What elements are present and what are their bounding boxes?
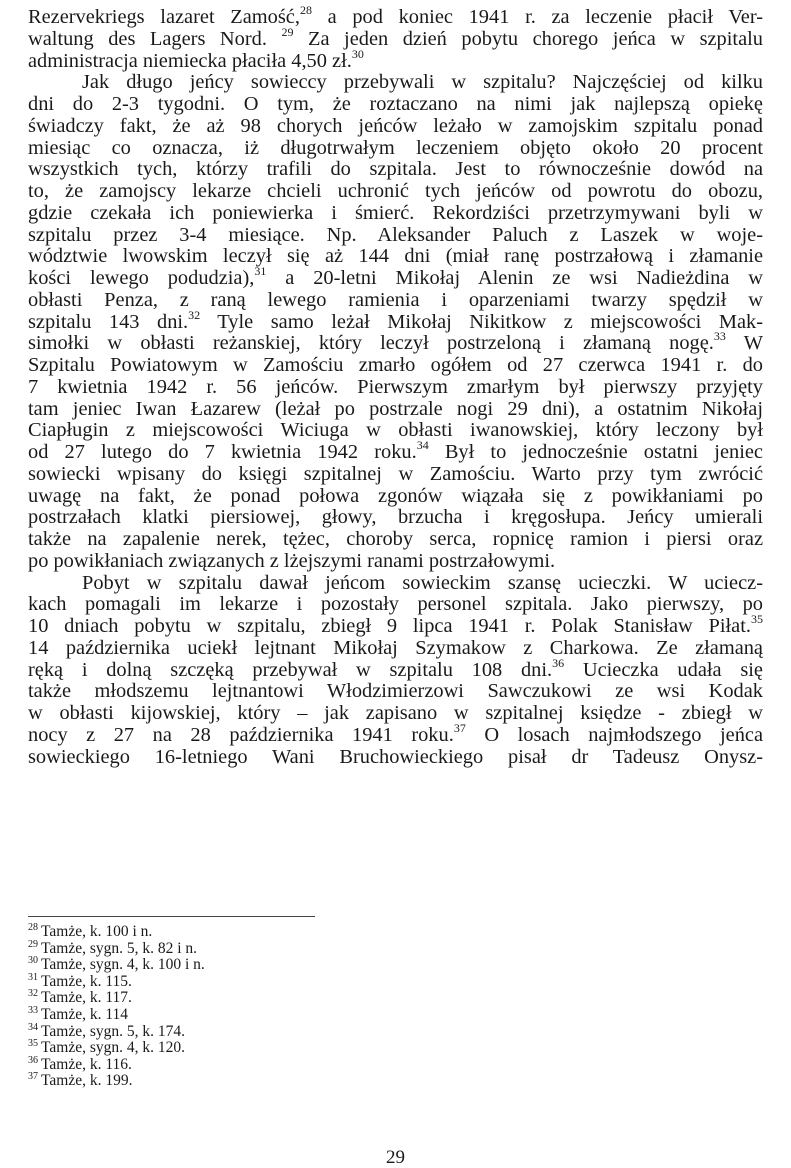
text-line xyxy=(28,289,763,311)
text-segment: kach pomagali im lekarze i pozostały personel szpitala. Jako pierwszy, po xyxy=(28,593,763,616)
text-line xyxy=(28,506,763,528)
text-segment: sowiecki wpisany do księgi szpitalnej w Zamościu. Warto przy tym zwrócić xyxy=(28,462,763,485)
text-segment: Szpitalu Powiatowym w Zamościu zmarło ogółem od 27 czerwca 1941 r. do xyxy=(28,354,763,376)
text-line xyxy=(28,3,764,28)
text-line xyxy=(28,115,763,137)
footnote xyxy=(28,938,198,957)
footnote-text: Tamże, sygn. 5, k. 82 i n. xyxy=(41,939,198,957)
footnote-number: 31 xyxy=(28,971,38,983)
text-line xyxy=(28,655,763,681)
footnote-ref[interactable]: 37 xyxy=(453,720,466,735)
footnote-number: 32 xyxy=(28,988,38,1000)
footnote-ref[interactable]: 30 xyxy=(351,46,364,61)
text-line xyxy=(28,528,763,550)
text-segment: sowieckiego 16-letniego Wani Bruchowieckiego pisał dr Tadeusz Onysz- xyxy=(28,745,763,768)
text-segment: postrzałach klatki piersiowej, głowy, brzucha i kręgosłupa. Jeńcy umierali xyxy=(28,506,763,529)
text-segment: obłasti Penza, z raną lewego ramienia i oparzeniami twarzy spędził w xyxy=(28,288,763,311)
text-segment: Pobyt w szpitalu dawał jeńcom sowieckim szansę ucieczki. W uciecz- xyxy=(82,571,763,594)
text-segment: wszystkich tych, którzy trafili do szpitala. Jest to równocześnie dowód na xyxy=(28,158,763,181)
text-segment: dni do 2-3 tygodni. O tym, że roztaczano na nimi jak najlepszą opiekę xyxy=(28,93,763,115)
text-line xyxy=(28,485,763,507)
footnote xyxy=(28,1054,132,1073)
footnote-ref[interactable]: 28 xyxy=(299,3,312,17)
footnote-number: 33 xyxy=(28,1005,38,1016)
text-segment: 10 dniach pobytu w szpitalu, zbiegł 9 lipca 1941 r. Polak Stanisław Piłat. xyxy=(28,615,751,637)
text-segment: waltung des Lagers Nord. xyxy=(28,27,282,50)
footnote-text: Tamże, sygn. 5, k. 174. xyxy=(41,1022,185,1040)
text-segment: 14 października uciekł lejtnant Mikołaj Szymakow z Charkowa. Ze złamaną xyxy=(28,636,763,659)
text-line xyxy=(28,202,763,224)
text-line xyxy=(28,550,763,572)
text-segment: Był to jednocześnie ostatni jeniec xyxy=(428,441,763,463)
text-line xyxy=(28,93,763,115)
footnote-text: Tamże, k. 116. xyxy=(41,1055,132,1073)
text-segment: administracja niemiecka płaciła 4,50 zł. xyxy=(28,49,352,72)
text-line xyxy=(28,572,763,594)
text-segment: 7 kwietnia 1942 r. 56 jeńców. Pierwszym zmarłym był pierwszy przyjęty xyxy=(28,375,763,398)
text-line xyxy=(28,329,763,355)
footnote-text: Tamże, k. 100 i n. xyxy=(41,923,153,940)
footnote-number: 35 xyxy=(28,1038,38,1050)
text-line xyxy=(28,612,763,637)
footnote-ref[interactable]: 32 xyxy=(188,307,201,322)
text-line xyxy=(28,463,763,485)
footnote-text: Tamże, sygn. 4, k. 120. xyxy=(41,1039,185,1057)
footnote-number: 36 xyxy=(28,1054,38,1066)
footnote-number: 34 xyxy=(28,1021,38,1033)
text-line xyxy=(28,746,763,768)
footnote-ref[interactable]: 31 xyxy=(254,264,267,278)
text-segment: szpitalu 143 dni. xyxy=(28,310,189,333)
text-segment: po powikłaniach związanych z lżejszymi ranami postrzałowymi. xyxy=(28,549,556,572)
footnote-ref[interactable]: 29 xyxy=(281,24,294,39)
text-segment: a 20-letni Mikołaj Alenin ze wsi Nadieżdina w xyxy=(266,267,764,289)
text-segment: Tyle samo leżał Mikołaj Nikitkow z miejscowości Mak- xyxy=(200,310,764,333)
text-line xyxy=(28,702,763,724)
text-segment: O losach najmłodszego jeńca xyxy=(465,723,763,746)
footnote-text: Tamże, k. 199. xyxy=(41,1072,133,1090)
text-line xyxy=(28,438,763,463)
footnote xyxy=(28,1040,185,1056)
text-segment: także młodszemu lejtnantowi Włodzimierzowi Sawczukowi ze wsi Kodak xyxy=(28,680,763,703)
text-line xyxy=(28,354,763,376)
text-line xyxy=(28,680,763,702)
text-segment: w obłasti kijowskiej, który – jak zapisano w szpitalnej księdze - zbiegł w xyxy=(28,702,763,724)
text-segment: także na zapalenie nerek, tężec, choroby serca, ropnicę ramion i piersi oraz xyxy=(28,528,763,550)
page-number: 29 xyxy=(386,1147,405,1168)
text-line xyxy=(28,307,764,333)
text-line xyxy=(28,593,763,615)
footnote-text: Tamże, k. 117. xyxy=(41,989,132,1007)
footnote-ref[interactable]: 34 xyxy=(416,438,429,452)
text-segment: kości lewego podudzia), xyxy=(28,267,255,289)
footnote-number: 37 xyxy=(28,1071,38,1083)
footnote-text: Tamże, k. 115. xyxy=(41,972,132,990)
footnote xyxy=(28,924,152,940)
text-segment: miesiąc co oznacza, iż długotrwałym leczeniem objęto około 20 procent xyxy=(28,136,763,159)
text-segment: Rezervekriegs lazaret Zamość, xyxy=(28,6,300,28)
text-segment: to, że zamojscy lekarze chcieli uchronić tych jeńców od powrotu do obozu, xyxy=(28,180,763,202)
text-segment: ręką i dolną szczęką przebywał w szpitalu 108 dni. xyxy=(28,658,553,681)
text-segment: Za jeden dzień pobytu chorego jeńca w szpitalu xyxy=(293,27,763,50)
text-line xyxy=(28,71,763,93)
footnote-number: 30 xyxy=(28,955,38,967)
text-segment: uwagę na fakt, że ponad połowa zgonów wiązała się z powikłaniami po xyxy=(28,484,763,507)
text-line xyxy=(28,720,763,746)
text-line xyxy=(28,24,763,50)
text-segment: od 27 lutego do 7 kwietnia 1942 roku. xyxy=(28,441,417,463)
footnote xyxy=(28,971,132,990)
text-segment: tam jeniec Iwan Łazarew (leżał po postrzale nogi 29 dni), a ostatnim Nikołaj xyxy=(28,397,763,420)
footnote xyxy=(28,1007,128,1023)
footnote xyxy=(28,1073,132,1089)
text-segment: wództwie lwowskim leczył się aż 144 dni (miał ranę postrzałową i złamanie xyxy=(28,245,763,268)
text-line xyxy=(28,245,763,267)
text-segment: simołki w obłasti reżanskiej, który leczył postrzeloną i złamaną nogę. xyxy=(28,332,714,355)
text-line xyxy=(28,46,763,72)
footnote-number: 28 xyxy=(28,922,38,933)
text-line xyxy=(28,376,763,398)
text-segment: Ciapługin z miejscowości Wiciuga w obłasti iwanowskiej, który leczony był xyxy=(28,419,763,442)
footnote-separator xyxy=(28,916,315,917)
text-segment: gdzie czekała ich poniewierka i śmierć. Rekordziści przetrzymywani byli w xyxy=(28,201,763,224)
text-segment: Ucieczka udała się xyxy=(564,658,763,681)
footnote xyxy=(28,957,205,973)
footnote-ref[interactable]: 36 xyxy=(552,655,565,670)
text-line xyxy=(28,419,763,441)
footnote xyxy=(28,1021,185,1040)
text-segment: W xyxy=(725,332,763,355)
text-segment: świadczy fakt, że aż 98 chorych jeńców leżało w zamojskim szpitalu ponad xyxy=(28,114,763,137)
footnote-text: Tamże, k. 114 xyxy=(41,1006,129,1023)
text-line xyxy=(28,180,763,202)
text-segment: szpitalu przez 3-4 miesiące. Np. Aleksander Paluch z Laszek w woje- xyxy=(28,223,763,246)
footnote-ref[interactable]: 33 xyxy=(713,329,726,344)
footnote-ref[interactable]: 35 xyxy=(751,612,763,626)
text-line xyxy=(28,137,763,159)
text-segment: nocy z 27 na 28 października 1941 roku. xyxy=(28,723,454,746)
text-line xyxy=(28,224,763,246)
footnote-number: 29 xyxy=(28,938,38,950)
text-segment: Jak długo jeńcy sowieccy przebywali w szpitalu? Najczęściej od kilku xyxy=(82,71,763,94)
text-segment: a pod koniec 1941 r. za leczenie płacił Ver- xyxy=(311,6,764,28)
text-line xyxy=(28,398,763,420)
text-line xyxy=(28,158,763,180)
text-line xyxy=(28,637,763,659)
footnote-text: Tamże, sygn. 4, k. 100 i n. xyxy=(41,956,205,974)
footnote xyxy=(28,990,132,1006)
text-line xyxy=(28,264,764,289)
